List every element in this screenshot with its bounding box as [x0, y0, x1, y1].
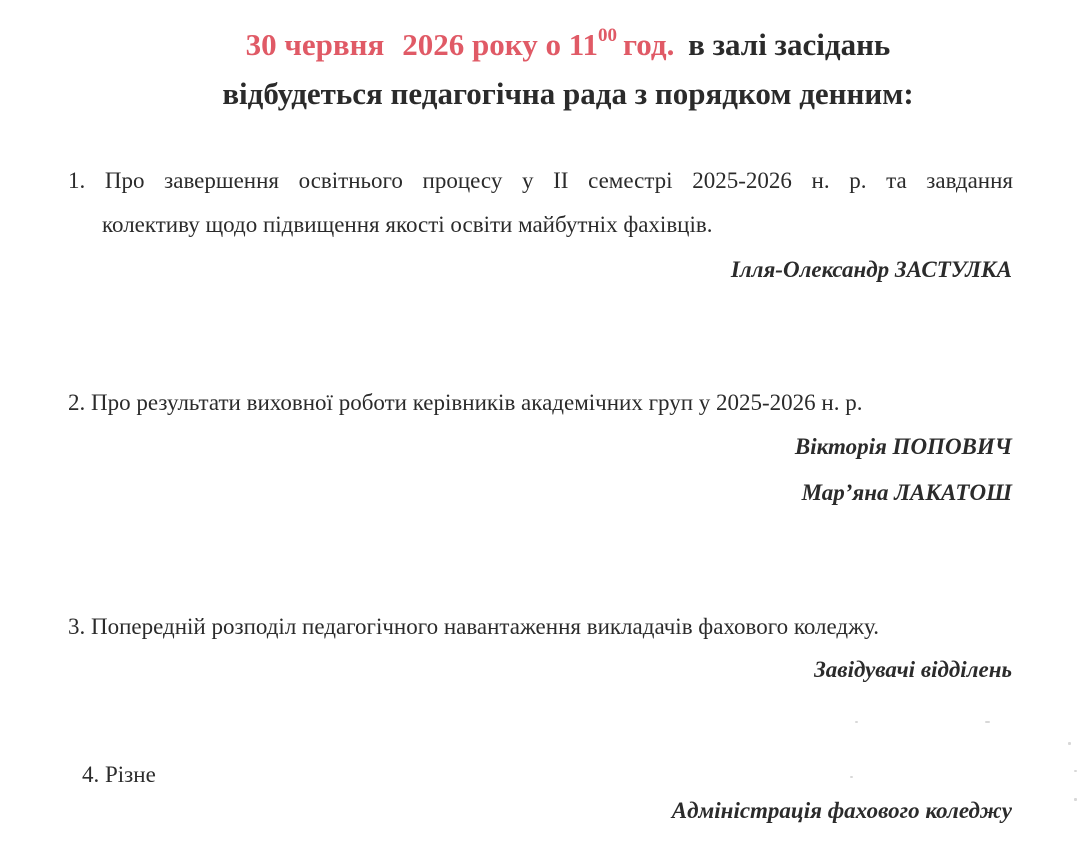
- meeting-date: 30 червня: [245, 27, 385, 62]
- announcement-heading-line-2: відбудеться педагогічна рада з порядком денним:: [222, 76, 914, 111]
- scan-artifact: [855, 721, 858, 723]
- agenda-item-2-text: 2. Про результати виховної роботи керівників академічних груп у 2025-2026 н. р.: [68, 390, 863, 415]
- agenda-item-3-text: 3. Попередній розподіл педагогічного навантаження викладачів фахового коледжу.: [68, 614, 879, 639]
- scan-artifact: [1068, 742, 1071, 745]
- agenda-item-1-line-1: 1. Про завершення освітнього процесу у ІІ семестрі 2025-2026 н. р. та завдання: [68, 168, 1013, 193]
- agenda-item-2-speaker-1: Вікторія ПОПОВИЧ: [794, 434, 1012, 459]
- agenda-item-1-line-2: колективу щодо підвищення якості освіти майбутніх фахівців.: [102, 212, 713, 237]
- agenda-item-3-speaker: Завідувачі відділень: [814, 657, 1012, 682]
- meeting-hour-suffix: год.: [622, 27, 675, 62]
- meeting-time-minutes: 00: [597, 25, 617, 46]
- agenda-item-4-speaker: Адміністрація фахового коледжу: [671, 798, 1012, 823]
- scan-artifact: [1074, 770, 1077, 772]
- scan-artifact: [850, 776, 853, 778]
- agenda-item-2-speaker-2: Мар’яна ЛАКАТОШ: [801, 480, 1012, 505]
- agenda-item-1-speaker: Ілля-Олександр ЗАСТУЛКА: [730, 257, 1012, 282]
- announcement-heading-line-1: [28, 25, 1080, 65]
- meeting-year-time: 2026 року о 11: [402, 27, 598, 62]
- scan-artifact: [985, 721, 990, 723]
- scan-artifact: [1074, 798, 1077, 801]
- meeting-place: в залі засідань: [688, 27, 891, 62]
- agenda-item-4-text: 4. Різне: [82, 762, 156, 787]
